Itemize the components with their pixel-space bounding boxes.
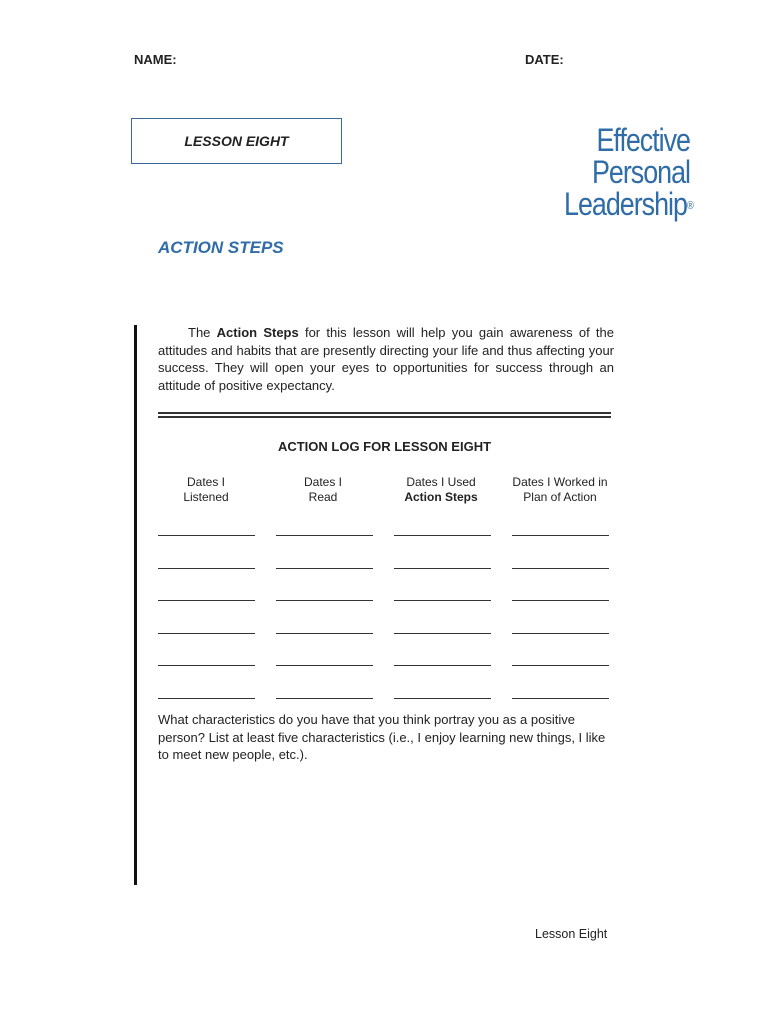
date-entry-line[interactable]: [394, 665, 491, 666]
registered-mark: ®: [686, 200, 694, 212]
date-entry-line[interactable]: [158, 600, 255, 601]
intro-bold: Action Steps: [216, 325, 299, 340]
date-entry-line[interactable]: [276, 698, 373, 699]
date-entry-line[interactable]: [276, 633, 373, 634]
date-entry-line[interactable]: [276, 535, 373, 536]
section-title: ACTION STEPS: [158, 238, 284, 257]
divider-rule-top: [158, 412, 611, 414]
date-entry-line[interactable]: [394, 600, 491, 601]
date-entry-line[interactable]: [276, 568, 373, 569]
log-column-header-line2: Plan of Action: [523, 489, 597, 504]
log-column-header: [382, 475, 500, 504]
date-entry-line[interactable]: [276, 665, 373, 666]
log-column-header-line2: Action Steps: [404, 489, 478, 504]
logo: [564, 122, 694, 222]
date-entry-line[interactable]: [512, 568, 609, 569]
date-entry-line[interactable]: [394, 568, 491, 569]
date-entry-line[interactable]: [276, 600, 373, 601]
date-entry-line[interactable]: [158, 698, 255, 699]
date-entry-line[interactable]: [394, 698, 491, 699]
action-log-title: ACTION LOG FOR LESSON EIGHT: [277, 439, 492, 454]
date-entry-line[interactable]: [512, 633, 609, 634]
log-column-header: [264, 475, 382, 504]
name-label: NAME:: [134, 52, 177, 67]
log-column-header: [147, 475, 265, 504]
log-column-header-line1: Dates I: [186, 475, 225, 489]
date-entry-line[interactable]: [394, 535, 491, 536]
margin-bar: [134, 325, 137, 885]
date-entry-line[interactable]: [512, 600, 609, 601]
log-column-header-line1: Dates I: [303, 475, 342, 489]
page-footer: Lesson Eight: [535, 927, 608, 941]
date-entry-line[interactable]: [158, 665, 255, 666]
date-entry-line[interactable]: [512, 535, 609, 536]
date-entry-line[interactable]: [158, 535, 255, 536]
question-prompt: What characteristics do you have that you think portray you as a positive person? List at least five characteristics (i.e., I enjoy learning new things, I like to meet new people, etc.).: [158, 712, 606, 762]
date-label: DATE:: [525, 52, 564, 67]
log-column-header-line1: Dates I Used: [406, 475, 476, 489]
divider-rule-bottom: [158, 416, 611, 418]
logo-line-2: Personal: [591, 154, 690, 190]
logo-line-3: Leadership: [564, 186, 687, 222]
logo-line-1: Effective: [596, 122, 690, 158]
lesson-label: LESSON EIGHT: [184, 133, 289, 149]
log-column-header-line1: Dates I Worked in: [512, 475, 608, 489]
date-entry-line[interactable]: [512, 665, 609, 666]
date-entry-line[interactable]: [394, 633, 491, 634]
intro-lead: The: [188, 325, 217, 340]
log-column-header-line2: Read: [308, 489, 338, 504]
date-entry-line[interactable]: [158, 633, 255, 634]
intro-rest: for this lesson will help you gain awareness of the attitudes and habits that are presently directing your life and thus affecting your success. They will open your eyes to opportunities for success through an attitude of positive expectancy.: [158, 325, 614, 393]
log-column-header-line2: Listened: [183, 489, 229, 504]
log-column-header: [501, 475, 619, 504]
intro-paragraph: [158, 324, 614, 394]
date-entry-line[interactable]: [158, 568, 255, 569]
lesson-box: [131, 118, 342, 164]
date-entry-line[interactable]: [512, 698, 609, 699]
